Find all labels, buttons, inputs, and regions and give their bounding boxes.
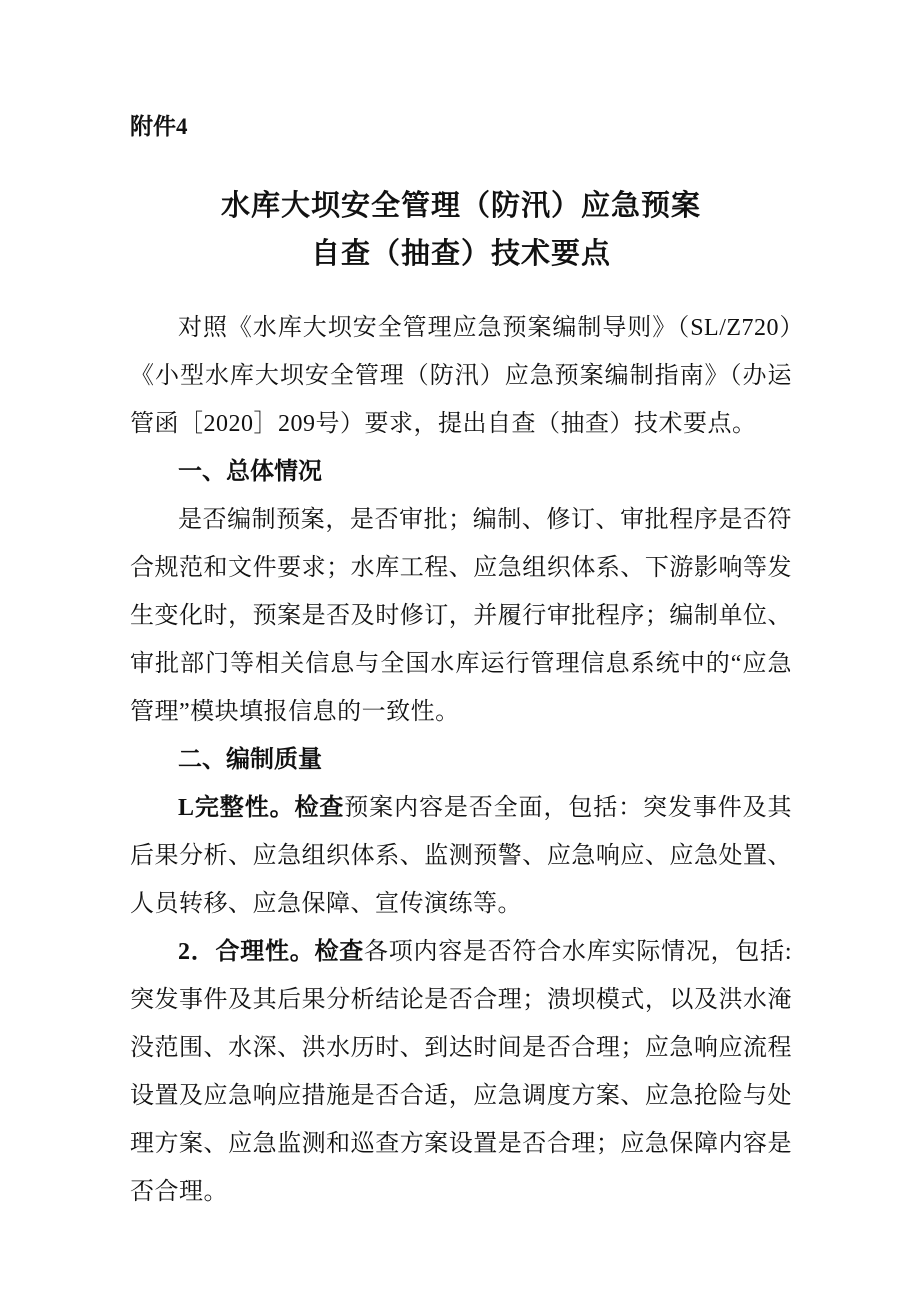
item-2-paragraph bbox=[130, 928, 792, 1216]
section-2-heading: 二、编制质量 bbox=[178, 747, 322, 773]
item-1-body: 预案内容是否全面，包括：突发事件及其后果分析、应急组织体系、监测预警、应急响应、应急处置、人员转移、应急保障、宣传演练等。 bbox=[130, 795, 792, 917]
document-title-line-2: 自查（抽查）技术要点 bbox=[310, 238, 611, 270]
document-title-line-1: 水库大坝安全管理（防汛）应急预案 bbox=[220, 190, 701, 222]
item-1-paragraph bbox=[130, 784, 792, 928]
item-2-lead: 2．合理性。检查 bbox=[178, 939, 365, 965]
intro-paragraph: 对照《水库大坝安全管理应急预案编制导则》（SL/Z720）《小型水库大坝安全管理（防汛）应急预案编制指南》（办运管函［2020］209号）要求，提出自查（抽查）技术要点。 bbox=[130, 315, 792, 437]
attachment-label: 附件4 bbox=[130, 114, 188, 139]
section-1-heading: 一、总体情况 bbox=[178, 459, 322, 485]
document-title bbox=[130, 182, 792, 278]
item-1-lead: L完整性。检查 bbox=[178, 795, 345, 821]
section-1-body: 是否编制预案，是否审批；编制、修订、审批程序是否符合规范和文件要求；水库工程、应急组织体系、下游影响等发生变化时，预案是否及时修订，并履行审批程序；编制单位、审批部门等相关信息与全国水库运行管理信息系统中的“应急管理”模块填报信息的一致性。 bbox=[130, 507, 792, 725]
item-2-body: 各项内容是否符合水库实际情况，包括:突发事件及其后果分析结论是否合理；溃坝模式，以及洪水淹没范围、水深、洪水历时、到达时间是否合理；应急响应流程设置及应急响应措施是否合适，应急调度方案、应急抢险与处理方案、应急监测和巡查方案设置是否合理；应急保障内容是否合理。 bbox=[130, 939, 793, 1205]
